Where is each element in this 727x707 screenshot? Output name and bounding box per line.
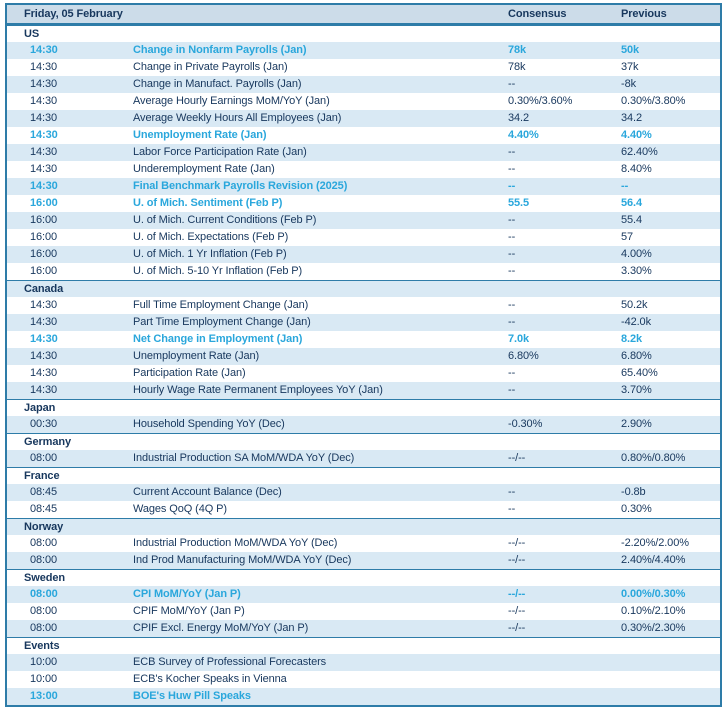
- consensus-cell: --/--: [508, 554, 526, 566]
- consensus-cell: --/--: [508, 452, 526, 464]
- consensus-cell: 34.2: [508, 112, 530, 124]
- event-row: [7, 229, 720, 246]
- time-cell: 08:00: [30, 537, 58, 549]
- event-cell: Participation Rate (Jan): [133, 367, 246, 379]
- consensus-cell: --: [508, 384, 516, 396]
- event-row: [7, 93, 720, 110]
- consensus-cell: 78k: [508, 61, 526, 73]
- event-cell: Part Time Employment Change (Jan): [133, 316, 311, 328]
- previous-cell: 0.10%/2.10%: [621, 605, 686, 617]
- time-cell: 14:30: [30, 129, 58, 141]
- event-cell: Change in Manufact. Payrolls (Jan): [133, 78, 302, 90]
- event-cell: Final Benchmark Payrolls Revision (2025): [133, 180, 348, 192]
- event-row: [7, 450, 720, 467]
- event-cell: Household Spending YoY (Dec): [133, 418, 285, 430]
- time-cell: 08:45: [30, 486, 58, 498]
- section-row: [7, 569, 720, 586]
- event-row: [7, 59, 720, 76]
- section-row: [7, 433, 720, 450]
- event-cell: U. of Mich. 1 Yr Inflation (Feb P): [133, 248, 287, 260]
- previous-cell: 50k: [621, 44, 640, 56]
- time-cell: 14:30: [30, 384, 58, 396]
- time-cell: 16:00: [30, 231, 58, 243]
- event-cell: Full Time Employment Change (Jan): [133, 299, 309, 311]
- previous-cell: -42.0k: [621, 316, 651, 328]
- event-row: [7, 620, 720, 637]
- event-cell: Labor Force Participation Rate (Jan): [133, 146, 307, 158]
- event-cell: Unemployment Rate (Jan): [133, 129, 267, 141]
- previous-cell: [621, 671, 720, 688]
- date-header-label: Friday, 05 February: [24, 8, 123, 20]
- event-cell: Hourly Wage Rate Permanent Employees YoY (Jan): [133, 384, 383, 396]
- event-row: [7, 382, 720, 399]
- consensus-cell: --/--: [508, 588, 526, 600]
- time-cell: 00:30: [30, 418, 58, 430]
- event-row: [7, 535, 720, 552]
- consensus-cell: --: [508, 367, 516, 379]
- time-cell: 14:30: [30, 350, 58, 362]
- consensus-cell: [508, 688, 621, 705]
- event-row: [7, 603, 720, 620]
- consensus-cell: --: [508, 503, 516, 515]
- event-row: [7, 263, 720, 280]
- previous-cell: 2.40%/4.40%: [621, 554, 686, 566]
- previous-cell: 3.30%: [621, 265, 652, 277]
- consensus-cell: --: [508, 248, 516, 260]
- event-row: [7, 297, 720, 314]
- time-cell: 16:00: [30, 214, 58, 226]
- event-cell: U. of Mich. Expectations (Feb P): [133, 231, 289, 243]
- event-row: [7, 501, 720, 518]
- previous-cell: 0.00%/0.30%: [621, 588, 686, 600]
- consensus-cell: [508, 671, 621, 688]
- event-cell: ECB's Kocher Speaks in Vienna: [133, 673, 287, 685]
- previous-cell: 57: [621, 231, 634, 243]
- consensus-cell: --: [508, 146, 516, 158]
- section-row: [7, 518, 720, 535]
- time-cell: 08:45: [30, 503, 58, 515]
- section-label: Norway: [24, 521, 64, 533]
- event-cell: Ind Prod Manufacturing MoM/WDA YoY (Dec): [133, 554, 352, 566]
- time-cell: 14:30: [30, 333, 58, 345]
- event-row: [7, 76, 720, 93]
- previous-cell: 34.2: [621, 112, 643, 124]
- event-row: [7, 42, 720, 59]
- event-cell: Current Account Balance (Dec): [133, 486, 282, 498]
- time-cell: 14:30: [30, 95, 58, 107]
- event-row: [7, 178, 720, 195]
- consensus-cell: 4.40%: [508, 129, 539, 141]
- event-row: [7, 246, 720, 263]
- section-row: [7, 399, 720, 416]
- event-row: [7, 161, 720, 178]
- previous-cell: -8k: [621, 78, 636, 90]
- time-cell: 10:00: [30, 656, 58, 668]
- section-label: France: [24, 470, 60, 482]
- economic-calendar-table: [5, 3, 722, 707]
- consensus-cell: --: [508, 163, 516, 175]
- previous-cell: 62.40%: [621, 146, 658, 158]
- consensus-cell: 0.30%/3.60%: [508, 95, 573, 107]
- section-row: [7, 280, 720, 297]
- previous-cell: 0.30%: [621, 503, 652, 515]
- consensus-cell: --: [508, 316, 516, 328]
- time-cell: 10:00: [30, 673, 58, 685]
- event-row: [7, 314, 720, 331]
- time-cell: 14:30: [30, 299, 58, 311]
- event-row: [7, 348, 720, 365]
- event-row: [7, 552, 720, 569]
- consensus-cell: --: [508, 486, 516, 498]
- previous-cell: 8.2k: [621, 333, 643, 345]
- previous-cell: 2.90%: [621, 418, 652, 430]
- consensus-cell: --/--: [508, 537, 526, 549]
- event-cell: Average Hourly Earnings MoM/YoY (Jan): [133, 95, 330, 107]
- event-cell: Change in Private Payrolls (Jan): [133, 61, 288, 73]
- event-cell: CPIF MoM/YoY (Jan P): [133, 605, 245, 617]
- event-cell: Average Weekly Hours All Employees (Jan): [133, 112, 342, 124]
- section-row: [7, 467, 720, 484]
- event-cell: CPIF Excl. Energy MoM/YoY (Jan P): [133, 622, 309, 634]
- event-row: [7, 586, 720, 603]
- consensus-cell: [508, 654, 621, 671]
- time-cell: 08:00: [30, 554, 58, 566]
- table-body: [7, 25, 720, 705]
- event-row: [7, 365, 720, 382]
- consensus-cell: -0.30%: [508, 418, 543, 430]
- previous-cell: 4.40%: [621, 129, 652, 141]
- consensus-cell: --: [508, 299, 516, 311]
- consensus-cell: 55.5: [508, 197, 530, 209]
- consensus-cell: 7.0k: [508, 333, 530, 345]
- event-row: [7, 144, 720, 161]
- consensus-cell: --/--: [508, 622, 526, 634]
- event-row: [7, 110, 720, 127]
- previous-cell: 0.80%/0.80%: [621, 452, 686, 464]
- consensus-cell: --: [508, 78, 516, 90]
- time-cell: 14:30: [30, 112, 58, 124]
- previous-cell: 0.30%/2.30%: [621, 622, 686, 634]
- event-row: [7, 195, 720, 212]
- time-cell: 08:00: [30, 622, 58, 634]
- event-cell: Unemployment Rate (Jan): [133, 350, 260, 362]
- section-label: Canada: [24, 283, 64, 295]
- time-cell: 14:30: [30, 316, 58, 328]
- previous-cell: [621, 654, 720, 671]
- event-cell: Underemployment Rate (Jan): [133, 163, 275, 175]
- previous-cell: 4.00%: [621, 248, 652, 260]
- previous-cell: -2.20%/2.00%: [621, 537, 689, 549]
- event-row: [7, 688, 720, 705]
- event-cell: Wages QoQ (4Q P): [133, 503, 227, 515]
- previous-cell: -0.8b: [621, 486, 646, 498]
- previous-cell: 6.80%: [621, 350, 652, 362]
- time-cell: 16:00: [30, 197, 58, 209]
- previous-cell: 8.40%: [621, 163, 652, 175]
- time-cell: 08:00: [30, 588, 58, 600]
- previous-cell: 55.4: [621, 214, 643, 226]
- previous-cell: --: [621, 180, 629, 192]
- consensus-cell: --: [508, 231, 516, 243]
- time-cell: 14:30: [30, 61, 58, 73]
- event-cell: Industrial Production MoM/WDA YoY (Dec): [133, 537, 338, 549]
- event-row: [7, 127, 720, 144]
- section-label: Sweden: [24, 572, 65, 584]
- previous-cell: 65.40%: [621, 367, 658, 379]
- section-label: Events: [24, 640, 60, 652]
- time-cell: 14:30: [30, 180, 58, 192]
- consensus-cell: --: [508, 180, 516, 192]
- column-header-consensus: Consensus: [508, 8, 567, 20]
- section-row: [7, 637, 720, 654]
- consensus-cell: --/--: [508, 605, 526, 617]
- column-header-previous: Previous: [621, 8, 667, 20]
- event-cell: CPI MoM/YoY (Jan P): [133, 588, 241, 600]
- time-cell: 14:30: [30, 367, 58, 379]
- event-row: [7, 212, 720, 229]
- consensus-cell: 6.80%: [508, 350, 539, 362]
- event-row: [7, 654, 720, 671]
- section-label: Japan: [24, 402, 56, 414]
- time-cell: 14:30: [30, 78, 58, 90]
- time-cell: 14:30: [30, 146, 58, 158]
- section-row: [7, 25, 720, 42]
- event-cell: U. of Mich. 5-10 Yr Inflation (Feb P): [133, 265, 303, 277]
- consensus-cell: --: [508, 265, 516, 277]
- event-cell: Industrial Production SA MoM/WDA YoY (Dec): [133, 452, 355, 464]
- previous-cell: 37k: [621, 61, 639, 73]
- section-label: Germany: [24, 436, 71, 448]
- time-cell: 14:30: [30, 44, 58, 56]
- consensus-cell: 78k: [508, 44, 527, 56]
- event-cell: BOE's Huw Pill Speaks: [133, 690, 251, 702]
- event-cell: ECB Survey of Professional Forecasters: [133, 656, 327, 668]
- time-cell: 14:30: [30, 163, 58, 175]
- table-header-row: [7, 5, 720, 25]
- event-cell: Net Change in Employment (Jan): [133, 333, 303, 345]
- previous-cell: [621, 688, 720, 705]
- event-cell: U. of Mich. Sentiment (Feb P): [133, 197, 283, 209]
- previous-cell: 3.70%: [621, 384, 652, 396]
- previous-cell: 0.30%/3.80%: [621, 95, 686, 107]
- time-cell: 08:00: [30, 605, 58, 617]
- event-row: [7, 484, 720, 501]
- time-cell: 13:00: [30, 690, 58, 702]
- previous-cell: 56.4: [621, 197, 643, 209]
- event-cell: U. of Mich. Current Conditions (Feb P): [133, 214, 317, 226]
- time-cell: 16:00: [30, 265, 58, 277]
- previous-cell: 50.2k: [621, 299, 648, 311]
- section-label: US: [24, 28, 40, 40]
- event-cell: Change in Nonfarm Payrolls (Jan): [133, 44, 307, 56]
- consensus-cell: --: [508, 214, 516, 226]
- time-cell: 08:00: [30, 452, 58, 464]
- event-row: [7, 416, 720, 433]
- event-row: [7, 671, 720, 688]
- event-row: [7, 331, 720, 348]
- time-cell: 16:00: [30, 248, 58, 260]
